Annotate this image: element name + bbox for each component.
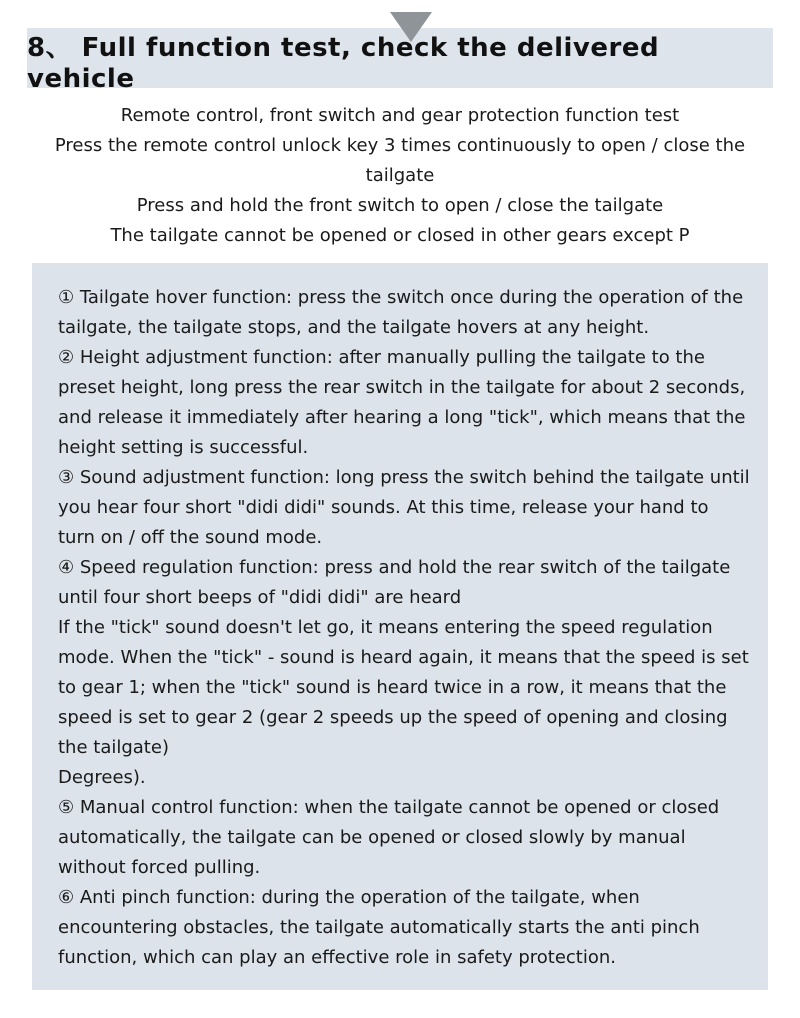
function-panel [32,263,768,990]
section-title-text: Full function test, check the delivered vehicle [27,32,660,94]
function-manual: ⑤ Manual control function: when the tailgate cannot be opened or closed automatically, the tailgate can be opened or closed slowly by manual without forced pulling. [58,797,720,878]
function-list [58,283,750,973]
function-height: ② Height adjustment function: after manually pulling the tailgate to the preset height, long press the rear switch in the tailgate for about 2 seconds, and release it immediately after hearing a long "tick", which means that the height setting is successful. [58,347,746,458]
intro-line: Press and hold the front switch to open / close the tailgate [136,195,664,216]
function-speed-degrees: Degrees). [58,767,146,788]
intro-line: Press the remote control unlock key 3 times continuously to open / close the tailgate [54,135,746,186]
intro-line: The tailgate cannot be opened or closed in other gears except P [110,225,690,246]
intro-text [20,101,780,251]
down-arrow-icon [390,12,432,42]
section-number: 8、 [27,32,73,63]
function-speed-detail: If the "tick" sound doesn't let go, it means entering the speed regulation mode. When the "tick" - sound is heard again, it means that the speed is set to gear 1; when the "tick" sound is heard twice in a row, it means that the speed is set to gear 2 (gear 2 speeds up the speed of opening and closing the tailgate) [58,617,749,758]
function-speed: ④ Speed regulation function: press and hold the rear switch of the tailgate until four short beeps of "didi didi" are heard [58,557,731,608]
function-sound: ③ Sound adjustment function: long press the switch behind the tailgate until you hear four short "didi didi" sounds. At this time, release your hand to turn on / off the sound mode. [58,467,750,548]
function-hover: ① Tailgate hover function: press the switch once during the operation of the tailgate, the tailgate stops, and the tailgate hovers at any height. [58,287,744,338]
intro-line: Remote control, front switch and gear protection function test [120,105,680,126]
function-anti-pinch: ⑥ Anti pinch function: during the operation of the tailgate, when encountering obstacles, the tailgate automatically starts the anti pinch function, which can play an effective role in safety protection. [58,887,700,968]
